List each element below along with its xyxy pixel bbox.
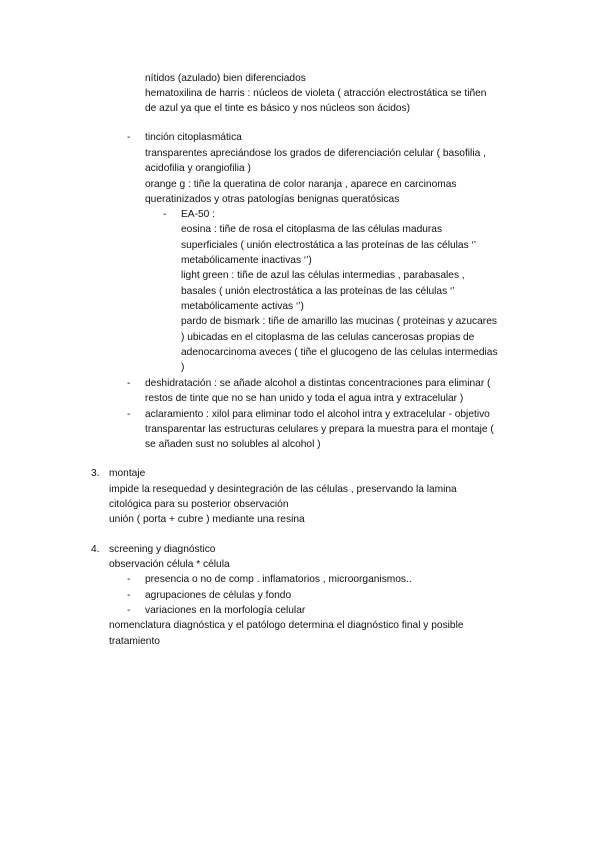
text-line: ) ubicadas en el citoplasma de las celulas cancerosas propias de	[181, 332, 475, 343]
bullet-dash: -	[127, 409, 131, 420]
text-line: hematoxilina de harris : núcleos de violeta ( atracción electrostática se tiñen	[145, 88, 487, 99]
bullet-dash: -	[127, 378, 131, 389]
subsection-title-ea50: EA-50 :	[181, 209, 215, 220]
list-item: presencia o no de comp . inflamatorios , microorganismos..	[145, 574, 412, 585]
text-line: observación célula * célula	[109, 559, 230, 570]
text-line: se añaden sust no solubles al alcohol )	[145, 439, 321, 450]
text-line: transparentes apreciándose los grados de diferenciación celular ( basofilia ,	[145, 148, 486, 159]
text-line: impide la resequedad y desintegración de las células , preservando la lamina	[109, 484, 457, 495]
text-line: superficiales ( unión electrostática a las proteínas de las células ‘’	[181, 240, 477, 251]
bullet-dash: -	[163, 209, 167, 220]
list-item: agrupaciones de células y fondo	[145, 590, 292, 601]
bullet-dash: -	[127, 590, 131, 601]
text-line: restos de tinte que no se han unido y toda el agua intra y extracelular )	[145, 393, 464, 404]
bullet-dash: -	[127, 574, 131, 585]
text-line: citológica para su posterior observación	[109, 499, 289, 510]
text-line: orange g : tiñe la queratina de color naranja , aparece en carcinomas	[145, 179, 457, 190]
text-line: transparentar las estructuras celulares y prepara la muestra para el montaje (	[145, 424, 494, 435]
text-line: deshidratación : se añade alcohol a distintas concentraciones para eliminar (	[145, 378, 491, 389]
text-line: nítidos (azulado) bien diferenciados	[145, 73, 306, 84]
text-line: unión ( porta + cubre ) mediante una resina	[109, 514, 305, 525]
text-line: metabólicamente inactivas ‘’)	[181, 255, 312, 266]
text-line: pardo de bismark : tiñe de amarillo las mucinas ( proteinas y azucares	[181, 316, 497, 327]
text-line: de azul ya que el tinte es básico y nos núcleos son ácidos)	[145, 103, 411, 114]
text-line: basales ( unión electrostática a las proteínas de las células ‘’	[181, 286, 455, 297]
text-line: adenocarcinoma aveces ( tiñe el glucogeno de las celulas intermedias	[181, 347, 498, 358]
section-title-tincion: tinción citoplasmática	[145, 132, 242, 143]
list-item: variaciones en la morfología celular	[145, 605, 306, 616]
text-line: metabólicamente activas ‘’)	[181, 301, 304, 312]
list-number: 3.	[91, 468, 100, 479]
text-line: queratinizados y otras patologías benignas queratósicas	[145, 194, 400, 205]
text-line: light green : tiñe de azul las células intermedias , parabasales ,	[181, 270, 465, 281]
list-number: 4.	[91, 544, 100, 555]
bullet-dash: -	[127, 605, 131, 616]
text-line: tratamiento	[109, 636, 160, 647]
text-line: nomenclatura diagnóstica y el patólogo determina el diagnóstico final y posible	[109, 620, 464, 631]
bullet-dash: -	[127, 132, 131, 143]
section-title-montaje: montaje	[109, 468, 146, 479]
text-line: )	[181, 362, 185, 373]
section-title-screening: screening y diagnóstico	[109, 544, 216, 555]
text-line: aclaramiento : xilol para eliminar todo el alcohol intra y extracelular - objetivo	[145, 409, 490, 420]
text-line: acidofilia y orangiofilia )	[145, 163, 251, 174]
text-line: eosina : tiñe de rosa el citoplasma de las células maduras	[181, 224, 443, 235]
